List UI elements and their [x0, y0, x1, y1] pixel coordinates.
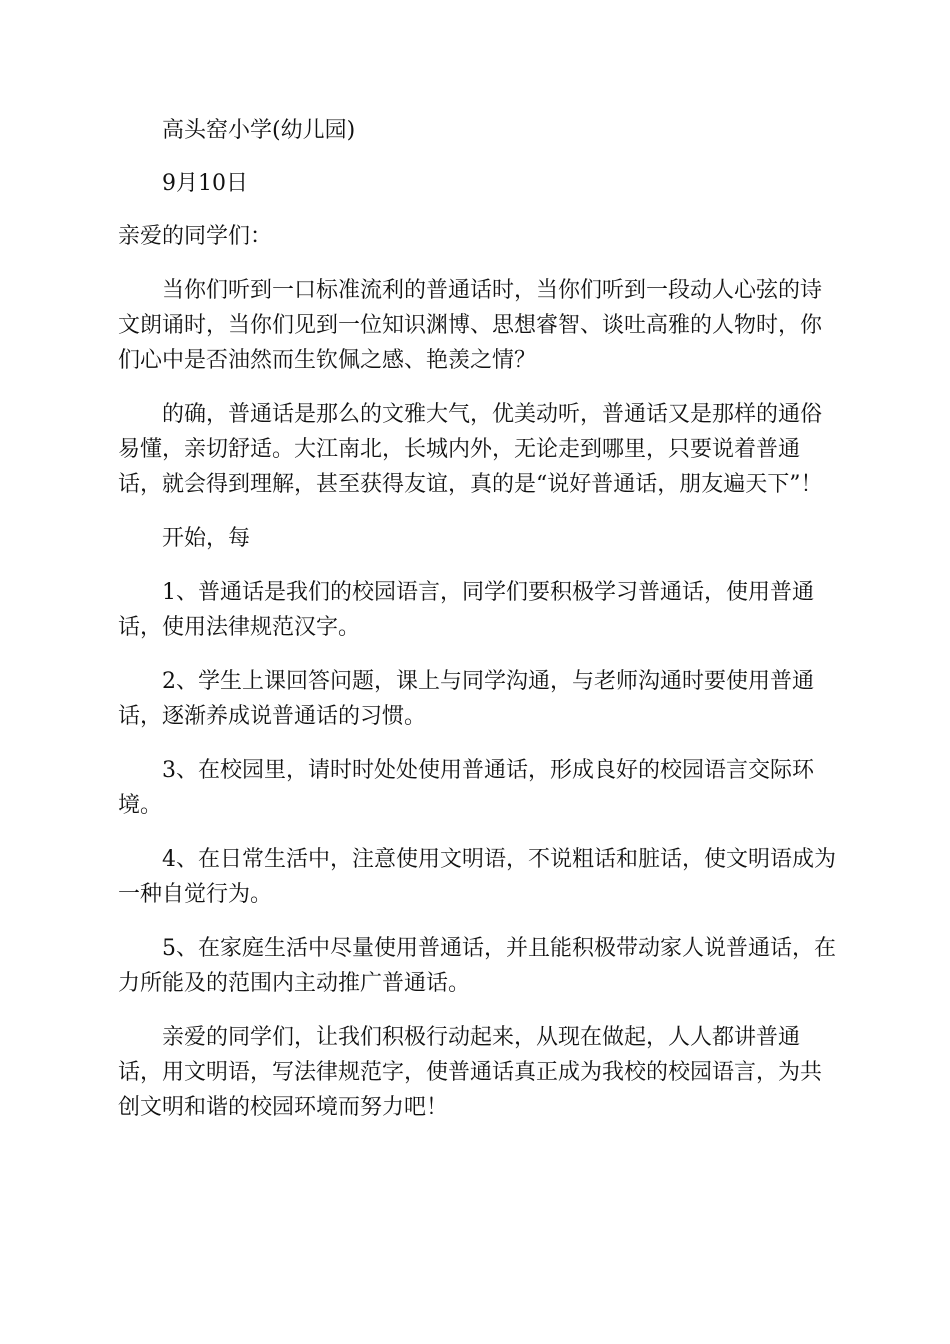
list-item: 3、在校园里，请时时处处使用普通话，形成良好的校园语言交际环境。 — [118, 758, 814, 818]
letter-date: 9月10日 — [162, 171, 248, 196]
start-paragraph: 开始，每 — [162, 526, 251, 551]
list-item: 1、普通话是我们的校园语言，同学们要积极学习普通话，使用普通话，使用法律规范汉字。 — [118, 580, 814, 640]
document-body — [118, 113, 836, 1125]
meaning-paragraph: 的确，普通话是那么的文雅大气，优美动听，普通话又是那样的通俗易懂，亲切舒适。大江南北，长城内外，无论走到哪里，只要说着普通话，就会得到理解，甚至获得友谊，真的是“说好普通话，朋友遍天下”！ — [118, 402, 823, 497]
intro-paragraph: 当你们听到一口标准流利的普通话时，当你们听到一段动人心弦的诗文朗诵时，当你们见到一位知识渊博、思想睿智、谈吐高雅的人物时，你们心中是否油然而生钦佩之感、艳羡之情？ — [118, 278, 823, 373]
school-name: 高头窑小学(幼儿园) — [162, 118, 356, 143]
list-item: 4、在日常生活中，注意使用文明语，不说粗话和脏话，使文明语成为一种自觉行为。 — [118, 847, 836, 907]
closing-paragraph: 亲爱的同学们，让我们积极行动起来，从现在做起，人人都讲普通话，用文明语，写法律规范字，使普通话真正成为我校的校园语言，为共创文明和谐的校园环境而努力吧！ — [118, 1025, 823, 1120]
list-item: 5、在家庭生活中尽量使用普通话，并且能积极带动家人说普通话，在力所能及的范围内主动推广普通话。 — [118, 936, 836, 996]
list-item: 2、学生上课回答问题，课上与同学沟通，与老师沟通时要使用普通话，逐渐养成说普通话的习惯。 — [118, 669, 814, 729]
letter-greeting: 亲爱的同学们： — [118, 224, 273, 249]
